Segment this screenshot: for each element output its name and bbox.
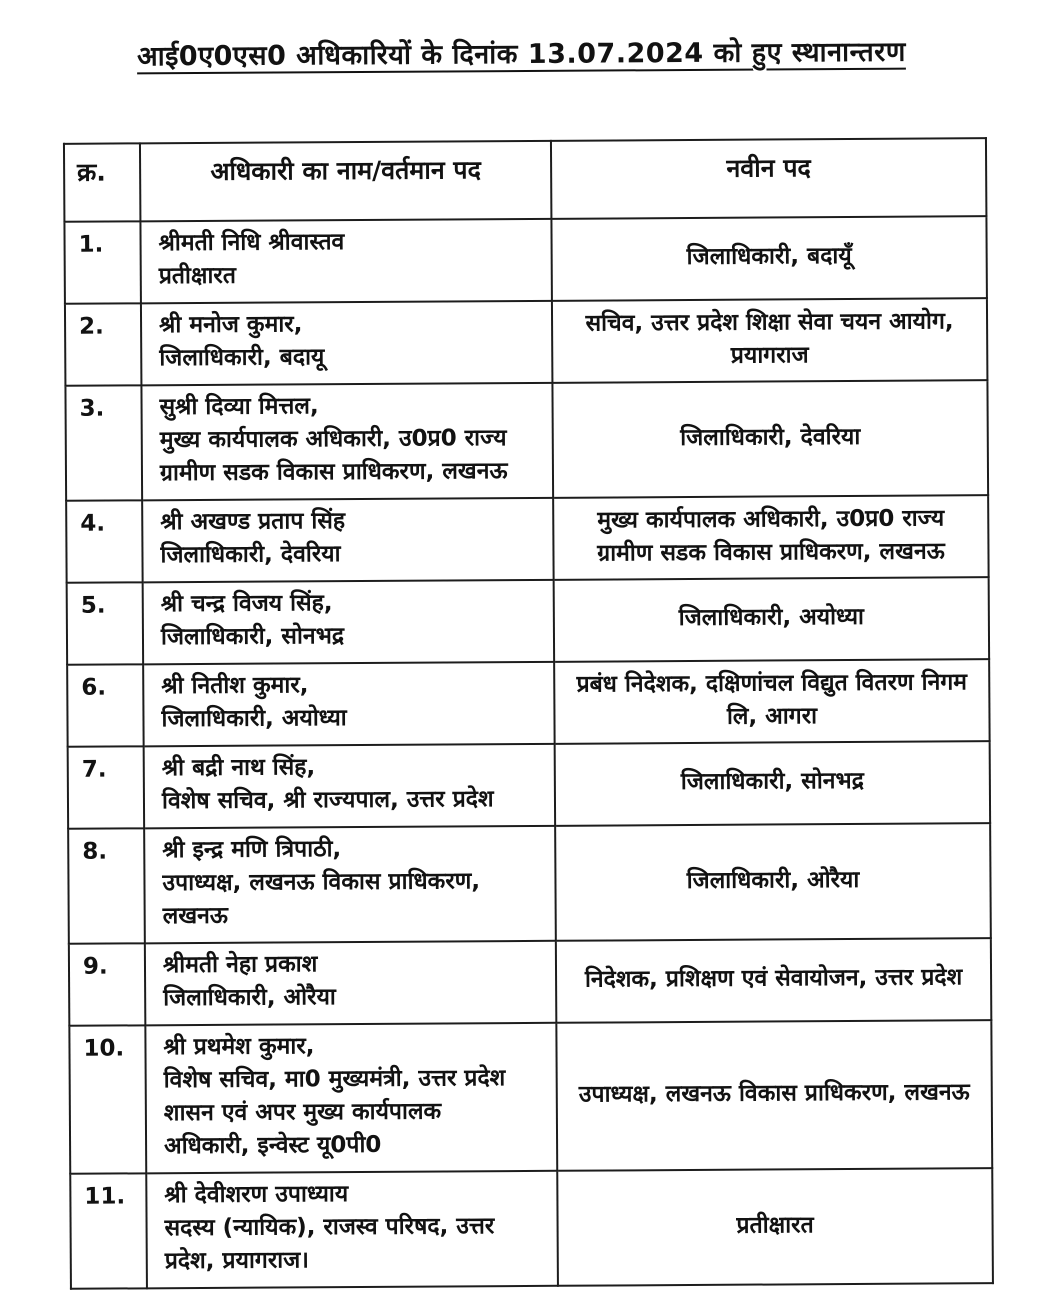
- row-serial: 3.: [65, 385, 142, 500]
- row-name-current-post: श्री इन्द्र मणि त्रिपाठी, उपाध्यक्ष, लखनऊ विकास प्राधिकरण, लखनऊ: [144, 826, 556, 944]
- transfer-table: [63, 137, 994, 1290]
- table-row: [65, 380, 988, 501]
- row-serial: 6.: [67, 664, 143, 746]
- row-serial: 2.: [65, 303, 141, 385]
- row-serial: 5.: [67, 582, 143, 664]
- table-row: [69, 1020, 992, 1174]
- row-name-current-post: श्रीमती निधि श्रीवास्तव प्रतीक्षारत: [140, 219, 551, 304]
- row-name-current-post: श्री अखण्ड प्रताप सिंह जिलाधिकारी, देवरिया: [142, 498, 553, 583]
- column-header-name-current-post: अधिकारी का नाम/वर्तमान पद: [140, 141, 551, 222]
- row-serial: 7.: [68, 746, 144, 828]
- table-row: [68, 823, 991, 944]
- table-body: [64, 216, 993, 1289]
- row-serial: 8.: [68, 828, 145, 943]
- row-new-post: जिलाधिकारी, सोनभद्र: [555, 741, 990, 826]
- row-new-post: निदेशक, प्रशिक्षण एवं सेवायोजन, उत्तर प्रदेश: [556, 938, 991, 1023]
- row-name-current-post: श्री बद्री नाथ सिंह, विशेष सचिव, श्री राज्यपाल, उत्तर प्रदेश: [144, 744, 555, 829]
- row-new-post: जिलाधिकारी, अयोध्या: [554, 577, 989, 662]
- row-new-post: प्रतीक्षारत: [557, 1168, 993, 1286]
- row-serial: 4.: [66, 500, 142, 582]
- table-row: [69, 938, 991, 1026]
- column-header-new-post: नवीन पद: [551, 138, 986, 219]
- row-new-post: सचिव, उत्तर प्रदेश शिक्षा सेवा चयन आयोग, प्रयागराज: [552, 298, 987, 383]
- row-serial: 10.: [69, 1025, 146, 1173]
- row-name-current-post: श्री देवीशरण उपाध्याय सदस्य (न्यायिक), राजस्व परिषद, उत्तर प्रदेश, प्रयागराज।: [146, 1171, 558, 1289]
- table-row: [66, 495, 988, 583]
- row-serial: 9.: [69, 943, 145, 1025]
- document-title-text: आई0ए0एस0 अधिकारियों के दिनांक 13.07.2024 को हुए स्थानान्तरण: [136, 36, 906, 73]
- row-new-post: जिलाधिकारी, देवरिया: [552, 380, 988, 498]
- row-name-current-post: श्री मनोज कुमार, जिलाधिकारी, बदायू: [141, 301, 552, 386]
- row-serial: 11.: [70, 1173, 147, 1288]
- table-header-row: [64, 138, 986, 222]
- column-header-serial: क्र.: [64, 143, 140, 221]
- row-name-current-post: श्री चन्द्र विजय सिंह, जिलाधिकारी, सोनभद्र: [143, 580, 554, 665]
- row-new-post: उपाध्यक्ष, लखनऊ विकास प्राधिकरण, लखनऊ: [556, 1020, 992, 1171]
- row-new-post: प्रबंध निदेशक, दक्षिणांचल विद्युत वितरण निगम लि, आगरा: [554, 659, 989, 744]
- row-name-current-post: सुश्री दिव्या मित्तल, मुख्य कार्यपालक अधिकारी, उ0प्र0 राज्य ग्रामीण सडक विकास प्राधिकरण, लखनऊ: [141, 383, 553, 501]
- row-name-current-post: श्री नितीश कुमार, जिलाधिकारी, अयोध्या: [143, 662, 554, 747]
- row-new-post: जिलाधिकारी, बदायूँ: [551, 216, 986, 301]
- row-name-current-post: श्री प्रथमेश कुमार, विशेष सचिव, मा0 मुख्यमंत्री, उत्तर प्रदेश शासन एवं अपर मुख्य कार्यपालक अधिकारी, इन्वेस्ट यू0पी0: [145, 1023, 557, 1174]
- row-serial: 1.: [64, 221, 140, 303]
- table-row: [67, 577, 989, 665]
- row-new-post: मुख्य कार्यपालक अधिकारी, उ0प्र0 राज्य ग्रामीण सडक विकास प्राधिकरण, लखनऊ: [553, 495, 988, 580]
- row-new-post: जिलाधिकारी, ओरैया: [555, 823, 991, 941]
- table-row: [64, 216, 986, 304]
- table-row: [67, 659, 989, 747]
- document-title: [0, 31, 1047, 74]
- table-row: [70, 1168, 993, 1289]
- row-name-current-post: श्रीमती नेहा प्रकाश जिलाधिकारी, ओरैया: [145, 941, 556, 1026]
- table-row: [68, 741, 990, 829]
- table-row: [65, 298, 987, 386]
